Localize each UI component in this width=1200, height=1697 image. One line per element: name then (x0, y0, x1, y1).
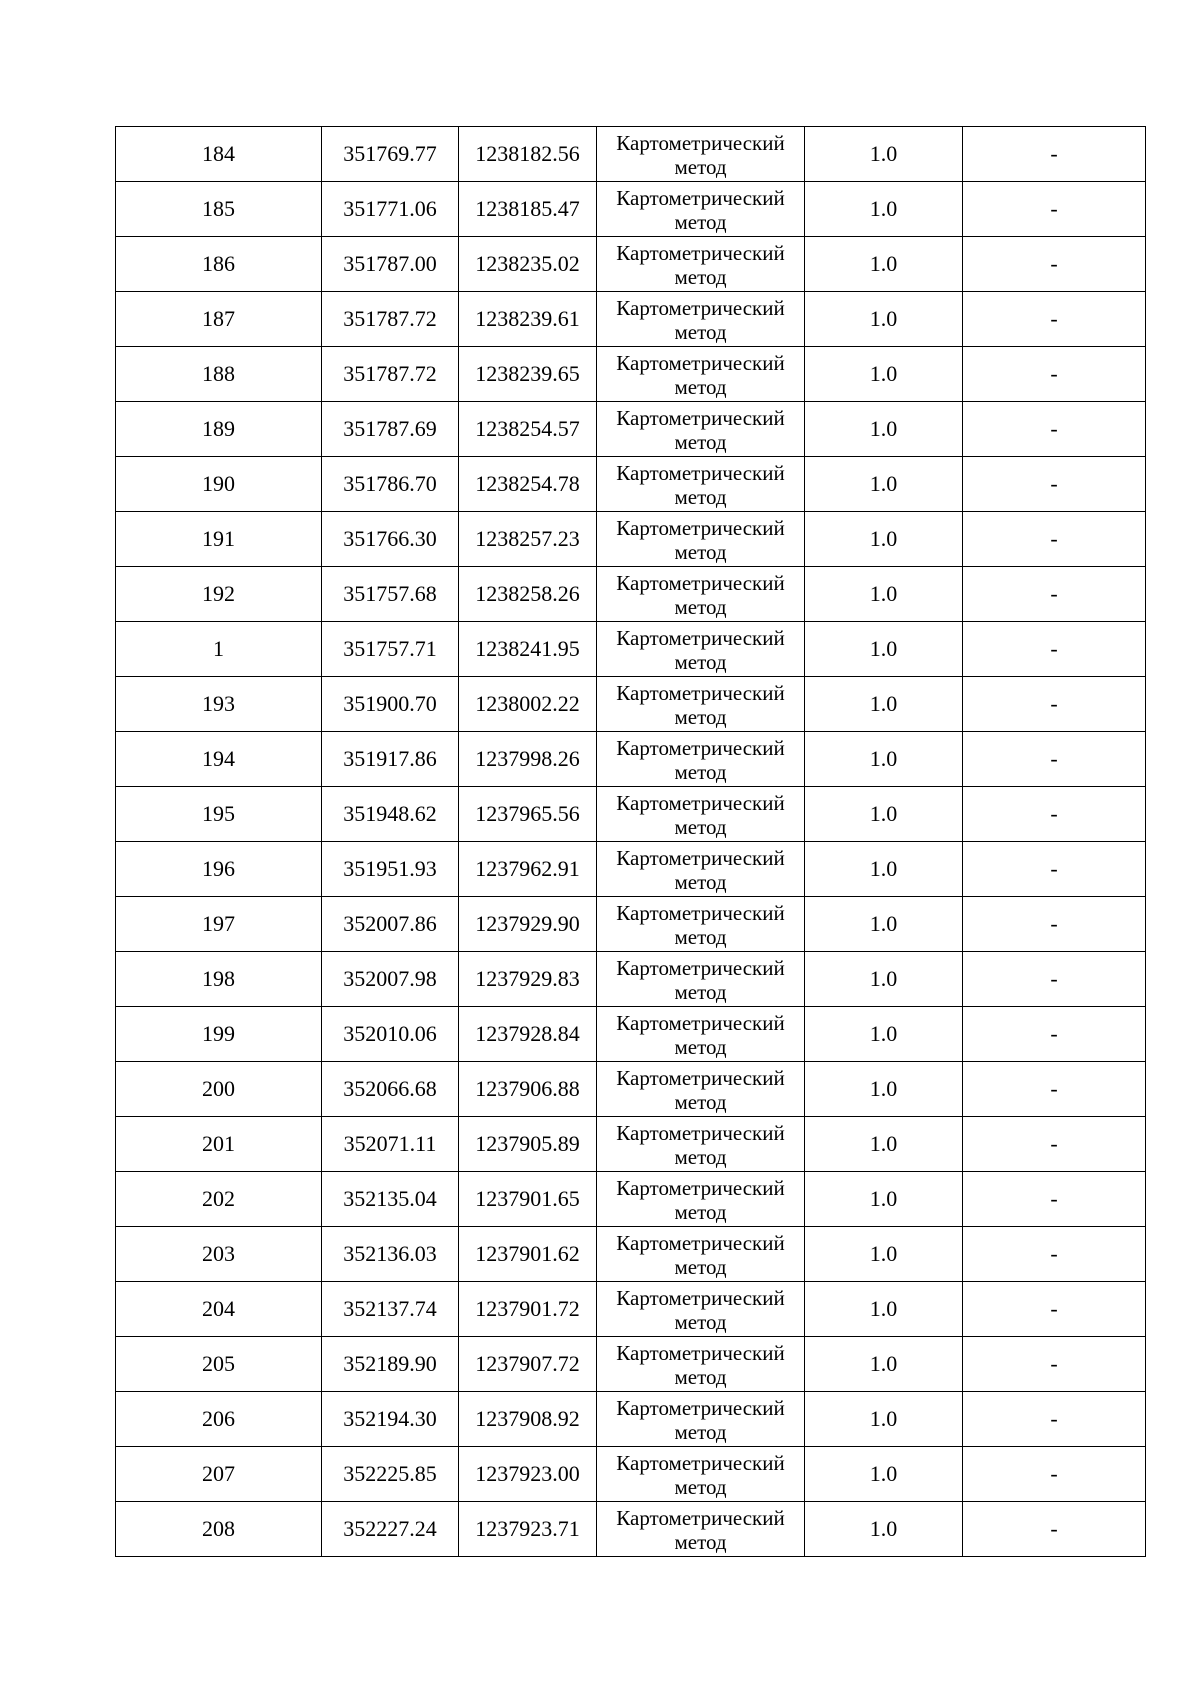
description-cell: - (963, 952, 1146, 1007)
point-number-cell: 203 (116, 1227, 322, 1282)
accuracy-cell: 1.0 (805, 347, 963, 402)
table-body (116, 127, 1146, 1557)
y-coordinate-cell: 1237901.72 (459, 1282, 597, 1337)
accuracy-cell: 1.0 (805, 1172, 963, 1227)
method-cell (597, 842, 805, 897)
description-cell: - (963, 1062, 1146, 1117)
description-cell: - (963, 1227, 1146, 1282)
description-cell: - (963, 1282, 1146, 1337)
point-number-cell: 201 (116, 1117, 322, 1172)
point-number-cell: 185 (116, 182, 322, 237)
y-coordinate-cell: 1237923.00 (459, 1447, 597, 1502)
y-coordinate-cell: 1237923.71 (459, 1502, 597, 1557)
description-cell: - (963, 127, 1146, 182)
method-line2: метод (674, 1475, 727, 1499)
method-line1: Картометрический (616, 681, 785, 705)
method-line1: Картометрический (616, 1066, 785, 1090)
method-line1: Картометрический (616, 1506, 785, 1530)
point-number-cell: 200 (116, 1062, 322, 1117)
method-cell (597, 1337, 805, 1392)
x-coordinate-cell: 351787.69 (322, 402, 459, 457)
point-number-cell: 198 (116, 952, 322, 1007)
accuracy-cell: 1.0 (805, 952, 963, 1007)
table-row (116, 622, 1146, 677)
method-cell (597, 677, 805, 732)
y-coordinate-cell: 1237901.65 (459, 1172, 597, 1227)
y-coordinate-cell: 1237906.88 (459, 1062, 597, 1117)
accuracy-cell: 1.0 (805, 732, 963, 787)
accuracy-cell: 1.0 (805, 1227, 963, 1282)
table-row (116, 1227, 1146, 1282)
point-number-cell: 204 (116, 1282, 322, 1337)
y-coordinate-cell: 1237962.91 (459, 842, 597, 897)
method-line1: Картометрический (616, 1341, 785, 1365)
table-row (116, 347, 1146, 402)
method-line1: Картометрический (616, 1286, 785, 1310)
x-coordinate-cell: 351917.86 (322, 732, 459, 787)
accuracy-cell: 1.0 (805, 237, 963, 292)
y-coordinate-cell: 1238002.22 (459, 677, 597, 732)
method-line1: Картометрический (616, 901, 785, 925)
table-row (116, 292, 1146, 347)
table-row (116, 1502, 1146, 1557)
accuracy-cell: 1.0 (805, 1117, 963, 1172)
table-row (116, 567, 1146, 622)
y-coordinate-cell: 1237965.56 (459, 787, 597, 842)
x-coordinate-cell: 351757.68 (322, 567, 459, 622)
method-cell (597, 952, 805, 1007)
accuracy-cell: 1.0 (805, 1447, 963, 1502)
table-row (116, 182, 1146, 237)
method-line2: метод (674, 320, 727, 344)
table-row (116, 402, 1146, 457)
method-cell (597, 567, 805, 622)
description-cell: - (963, 402, 1146, 457)
x-coordinate-cell: 352010.06 (322, 1007, 459, 1062)
method-cell (597, 1172, 805, 1227)
table-row (116, 457, 1146, 512)
x-coordinate-cell: 352137.74 (322, 1282, 459, 1337)
x-coordinate-cell: 352007.98 (322, 952, 459, 1007)
y-coordinate-cell: 1238182.56 (459, 127, 597, 182)
method-line1: Картометрический (616, 131, 785, 155)
point-number-cell: 196 (116, 842, 322, 897)
x-coordinate-cell: 352135.04 (322, 1172, 459, 1227)
y-coordinate-cell: 1238235.02 (459, 237, 597, 292)
method-line2: метод (674, 375, 727, 399)
y-coordinate-cell: 1237907.72 (459, 1337, 597, 1392)
method-cell (597, 1447, 805, 1502)
table-row (116, 1337, 1146, 1392)
x-coordinate-cell: 351787.72 (322, 292, 459, 347)
point-number-cell: 191 (116, 512, 322, 567)
method-line1: Картометрический (616, 241, 785, 265)
description-cell: - (963, 457, 1146, 512)
x-coordinate-cell: 352189.90 (322, 1337, 459, 1392)
method-line2: метод (674, 980, 727, 1004)
method-cell (597, 182, 805, 237)
y-coordinate-cell: 1237901.62 (459, 1227, 597, 1282)
description-cell: - (963, 842, 1146, 897)
method-line1: Картометрический (616, 571, 785, 595)
y-coordinate-cell: 1237929.90 (459, 897, 597, 952)
point-number-cell: 197 (116, 897, 322, 952)
method-line2: метод (674, 1255, 727, 1279)
method-line1: Картометрический (616, 956, 785, 980)
point-number-cell: 195 (116, 787, 322, 842)
method-line1: Картометрический (616, 1121, 785, 1145)
description-cell: - (963, 1392, 1146, 1447)
x-coordinate-cell: 351786.70 (322, 457, 459, 512)
table-row (116, 952, 1146, 1007)
description-cell: - (963, 347, 1146, 402)
method-cell (597, 1062, 805, 1117)
x-coordinate-cell: 352225.85 (322, 1447, 459, 1502)
y-coordinate-cell: 1237908.92 (459, 1392, 597, 1447)
description-cell: - (963, 567, 1146, 622)
accuracy-cell: 1.0 (805, 1282, 963, 1337)
method-line2: метод (674, 760, 727, 784)
method-cell (597, 512, 805, 567)
description-cell: - (963, 292, 1146, 347)
description-cell: - (963, 1447, 1146, 1502)
method-line2: метод (674, 1365, 727, 1389)
method-cell (597, 1502, 805, 1557)
point-number-cell: 1 (116, 622, 322, 677)
description-cell: - (963, 1117, 1146, 1172)
method-line2: метод (674, 265, 727, 289)
accuracy-cell: 1.0 (805, 677, 963, 732)
table-row (116, 842, 1146, 897)
method-line2: метод (674, 650, 727, 674)
x-coordinate-cell: 351757.71 (322, 622, 459, 677)
method-line2: метод (674, 870, 727, 894)
table-row (116, 677, 1146, 732)
method-line2: метод (674, 1310, 727, 1334)
accuracy-cell: 1.0 (805, 567, 963, 622)
point-number-cell: 205 (116, 1337, 322, 1392)
description-cell: - (963, 237, 1146, 292)
accuracy-cell: 1.0 (805, 402, 963, 457)
method-line2: метод (674, 1200, 727, 1224)
x-coordinate-cell: 351766.30 (322, 512, 459, 567)
y-coordinate-cell: 1237905.89 (459, 1117, 597, 1172)
method-line2: метод (674, 155, 727, 179)
method-line1: Картометрический (616, 461, 785, 485)
accuracy-cell: 1.0 (805, 1337, 963, 1392)
description-cell: - (963, 622, 1146, 677)
point-number-cell: 192 (116, 567, 322, 622)
table-row (116, 1447, 1146, 1502)
description-cell: - (963, 1172, 1146, 1227)
accuracy-cell: 1.0 (805, 842, 963, 897)
method-line1: Картометрический (616, 626, 785, 650)
table-row (116, 732, 1146, 787)
accuracy-cell: 1.0 (805, 1502, 963, 1557)
method-line2: метод (674, 430, 727, 454)
description-cell: - (963, 512, 1146, 567)
point-number-cell: 189 (116, 402, 322, 457)
method-line1: Картометрический (616, 296, 785, 320)
table-row (116, 512, 1146, 567)
x-coordinate-cell: 351787.00 (322, 237, 459, 292)
y-coordinate-cell: 1238239.65 (459, 347, 597, 402)
method-cell (597, 127, 805, 182)
method-line1: Картометрический (616, 1396, 785, 1420)
x-coordinate-cell: 351787.72 (322, 347, 459, 402)
method-line2: метод (674, 1530, 727, 1554)
accuracy-cell: 1.0 (805, 512, 963, 567)
accuracy-cell: 1.0 (805, 1392, 963, 1447)
method-line1: Картометрический (616, 516, 785, 540)
method-cell (597, 402, 805, 457)
point-number-cell: 194 (116, 732, 322, 787)
method-cell (597, 292, 805, 347)
accuracy-cell: 1.0 (805, 127, 963, 182)
x-coordinate-cell: 352194.30 (322, 1392, 459, 1447)
method-line1: Картометрический (616, 736, 785, 760)
method-cell (597, 1117, 805, 1172)
method-line1: Картометрический (616, 1176, 785, 1200)
method-line2: метод (674, 815, 727, 839)
description-cell: - (963, 732, 1146, 787)
table-row (116, 1172, 1146, 1227)
method-line2: метод (674, 1035, 727, 1059)
method-line1: Картометрический (616, 1231, 785, 1255)
method-cell (597, 457, 805, 512)
x-coordinate-cell: 351771.06 (322, 182, 459, 237)
x-coordinate-cell: 351900.70 (322, 677, 459, 732)
y-coordinate-cell: 1238239.61 (459, 292, 597, 347)
x-coordinate-cell: 352136.03 (322, 1227, 459, 1282)
method-cell (597, 347, 805, 402)
description-cell: - (963, 787, 1146, 842)
x-coordinate-cell: 351948.62 (322, 787, 459, 842)
y-coordinate-cell: 1238241.95 (459, 622, 597, 677)
accuracy-cell: 1.0 (805, 182, 963, 237)
method-cell (597, 787, 805, 842)
table-row (116, 1062, 1146, 1117)
description-cell: - (963, 1007, 1146, 1062)
method-cell (597, 237, 805, 292)
description-cell: - (963, 182, 1146, 237)
method-cell (597, 1392, 805, 1447)
table-row (116, 127, 1146, 182)
table-row (116, 1007, 1146, 1062)
x-coordinate-cell: 352066.68 (322, 1062, 459, 1117)
method-line1: Картометрический (616, 406, 785, 430)
method-line2: метод (674, 1090, 727, 1114)
accuracy-cell: 1.0 (805, 622, 963, 677)
y-coordinate-cell: 1238185.47 (459, 182, 597, 237)
table-row (116, 897, 1146, 952)
x-coordinate-cell: 352227.24 (322, 1502, 459, 1557)
x-coordinate-cell: 351951.93 (322, 842, 459, 897)
method-line2: метод (674, 705, 727, 729)
method-cell (597, 622, 805, 677)
method-line1: Картометрический (616, 1451, 785, 1475)
point-number-cell: 184 (116, 127, 322, 182)
y-coordinate-cell: 1237929.83 (459, 952, 597, 1007)
point-number-cell: 187 (116, 292, 322, 347)
y-coordinate-cell: 1237928.84 (459, 1007, 597, 1062)
x-coordinate-cell: 352007.86 (322, 897, 459, 952)
method-line1: Картометрический (616, 1011, 785, 1035)
method-line2: метод (674, 1420, 727, 1444)
y-coordinate-cell: 1238258.26 (459, 567, 597, 622)
method-cell (597, 1227, 805, 1282)
description-cell: - (963, 677, 1146, 732)
coordinates-table (115, 126, 1146, 1557)
method-cell (597, 897, 805, 952)
x-coordinate-cell: 351769.77 (322, 127, 459, 182)
description-cell: - (963, 1337, 1146, 1392)
accuracy-cell: 1.0 (805, 1007, 963, 1062)
method-cell (597, 1007, 805, 1062)
table-row (116, 1282, 1146, 1337)
y-coordinate-cell: 1238254.78 (459, 457, 597, 512)
point-number-cell: 208 (116, 1502, 322, 1557)
description-cell: - (963, 1502, 1146, 1557)
accuracy-cell: 1.0 (805, 1062, 963, 1117)
point-number-cell: 193 (116, 677, 322, 732)
accuracy-cell: 1.0 (805, 292, 963, 347)
y-coordinate-cell: 1237998.26 (459, 732, 597, 787)
point-number-cell: 199 (116, 1007, 322, 1062)
accuracy-cell: 1.0 (805, 787, 963, 842)
point-number-cell: 186 (116, 237, 322, 292)
description-cell: - (963, 897, 1146, 952)
method-line1: Картометрический (616, 351, 785, 375)
method-line1: Картометрический (616, 846, 785, 870)
point-number-cell: 207 (116, 1447, 322, 1502)
y-coordinate-cell: 1238254.57 (459, 402, 597, 457)
method-line2: метод (674, 540, 727, 564)
method-cell (597, 732, 805, 787)
x-coordinate-cell: 352071.11 (322, 1117, 459, 1172)
method-line2: метод (674, 485, 727, 509)
method-line2: метод (674, 595, 727, 619)
point-number-cell: 202 (116, 1172, 322, 1227)
method-cell (597, 1282, 805, 1337)
table-row (116, 787, 1146, 842)
accuracy-cell: 1.0 (805, 457, 963, 512)
method-line1: Картометрический (616, 186, 785, 210)
accuracy-cell: 1.0 (805, 897, 963, 952)
method-line1: Картометрический (616, 791, 785, 815)
y-coordinate-cell: 1238257.23 (459, 512, 597, 567)
method-line2: метод (674, 210, 727, 234)
method-line2: метод (674, 925, 727, 949)
table-row (116, 1117, 1146, 1172)
method-line2: метод (674, 1145, 727, 1169)
point-number-cell: 190 (116, 457, 322, 512)
table-row (116, 237, 1146, 292)
table-row (116, 1392, 1146, 1447)
point-number-cell: 206 (116, 1392, 322, 1447)
point-number-cell: 188 (116, 347, 322, 402)
